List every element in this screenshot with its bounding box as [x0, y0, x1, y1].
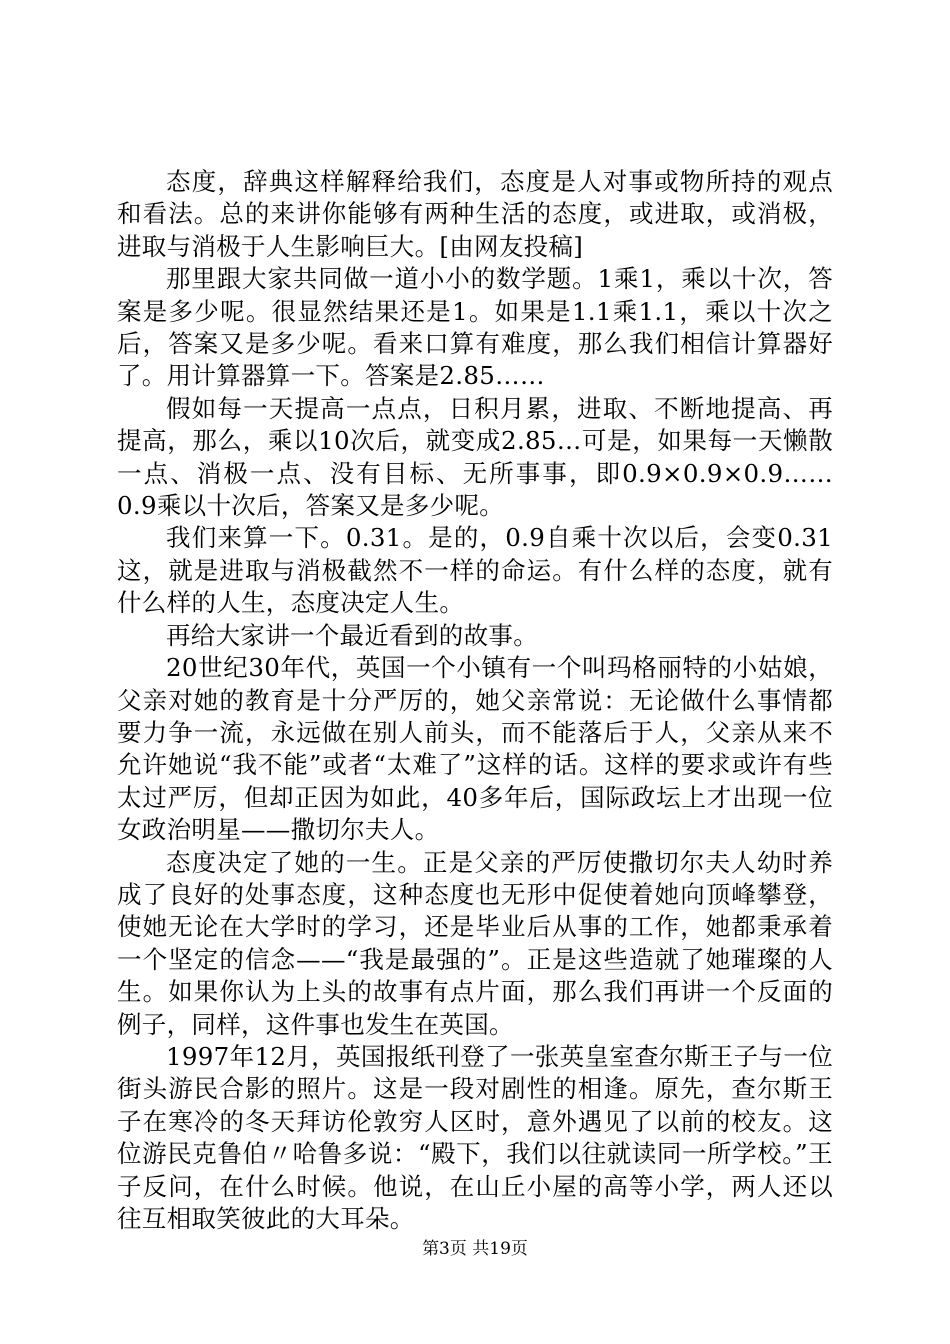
paragraph-margaret-story: 20世纪30年代，英国一个小镇有一个叫玛格丽特的小姑娘，父亲对她的教育是十分严厉的，她父亲常说：无论做什么事情都要力争一流，永远做在别人前头，而不能落后于人，父亲从来不允许她说“我不能”或者“太难了”这样的话。这样的要求或许有些太过严厉，但却正因为如此，40多年后，国际政坛上才出现一位女政治明星——撒切尔夫人。: [117, 653, 833, 845]
paragraph-daily-improvement: 假如每一天提高一点点，日积月累，进取、不断地提高、再提高，那么，乘以10次后，就变成2.85…可是，如果每一天懒散一点、消极一点、没有目标、无所事事，即0.9×0.9×0.9……0.9乘以十次后，答案又是多少呢。: [117, 393, 833, 521]
paragraph-story-intro: 再给大家讲一个最近看到的故事。: [166, 620, 538, 650]
paragraph-prince-charles-story: 1997年12月，英国报纸刊登了一张英皇室查尔斯王子与一位街头游民合影的照片。这是一段对剧性的相逢。原先，查尔斯王子在寒冷的冬天拜访伦敦穷人区时，意外遇见了以前的校友。这位游民克鲁伯〃哈鲁多说：“殿下，我们以往就读同一所学校。”王子反问，在什么时候。他说，在山丘小屋的高等小学，两人还以往互相取笑彼此的大耳朵。: [117, 1041, 833, 1233]
paragraph-calculation-result: 我们来算一下。0.31。是的，0.9自乘十次以后，会变0.31这，就是进取与消极截然不一样的命运。有什么样的态度，就有什么样的人生，态度决定人生。: [117, 523, 833, 618]
page-footer: 第3页 共19页: [422, 1239, 528, 1259]
paragraph-attitude-life: 态度决定了她的一生。正是父亲的严厉使撒切尔夫人幼时养成了良好的处事态度，这种态度也无形中促使着她向顶峰攀登，使她无论在大学时的学习，还是毕业后从事的工作，她都秉承着一个坚定的信念——“我是最强的”。正是这些造就了她璀璨的人生。如果你认为上头的故事有点片面，那么我们再讲一个反面的例子，同样，这件事也发生在英国。: [117, 847, 833, 1039]
document-body: [117, 166, 833, 1235]
paragraph-math-problem: 那里跟大家共同做一道小小的数学题。1乘1，乘以十次，答案是多少呢。很显然结果还是1。如果是1.1乘1.1，乘以十次之后，答案又是多少呢。看来口算有难度，那么我们相信计算器好了。用计算器算一下。答案是2.85……: [117, 264, 833, 391]
paragraph-attitude-definition: 态度，辞典这样解释给我们，态度是人对事或物所持的观点和看法。总的来讲你能够有两种生活的态度，或进取，或消极，进取与消极于人生影响巨大。[由网友投稿]: [117, 167, 833, 261]
